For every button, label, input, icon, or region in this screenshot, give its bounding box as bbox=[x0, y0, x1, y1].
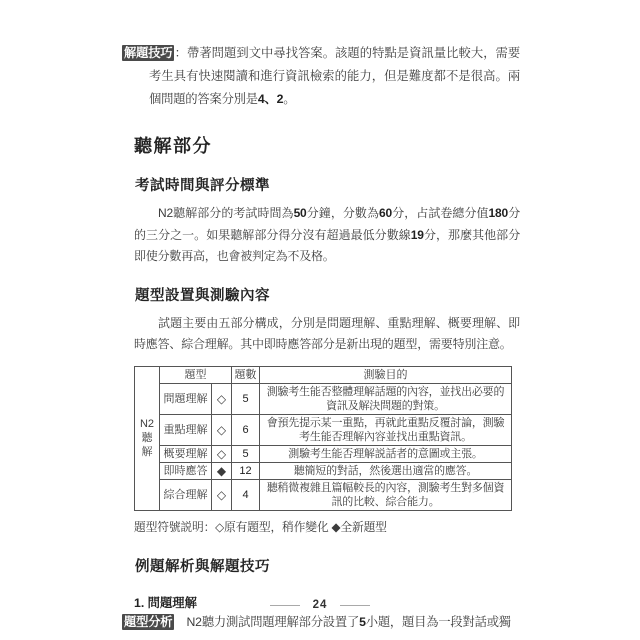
subsection-examples-heading: 例題解析與解題技巧 bbox=[135, 558, 270, 575]
type-analysis-gap bbox=[174, 615, 186, 629]
symbol-cell: ◇ bbox=[212, 414, 232, 445]
table-symbol-legend: 題型符號説明：◇原有題型，稍作變化 ◆全新題型 bbox=[134, 519, 387, 534]
table-row bbox=[135, 462, 512, 479]
purpose-cell: 聽簡短的對話，然後選出適當的應答。 bbox=[260, 462, 512, 479]
technique-tip-label: 解題技巧 bbox=[124, 46, 173, 60]
column-header-count: 題數 bbox=[232, 366, 260, 383]
count-cell: 6 bbox=[232, 414, 260, 445]
type-cell: 問題理解 bbox=[160, 383, 212, 414]
purpose-cell: 測驗考生能否整體理解話題的內容，並找出必要的資訊及解決問題的對策。 bbox=[260, 383, 512, 414]
count-cell: 5 bbox=[232, 383, 260, 414]
page-content bbox=[122, 42, 520, 634]
table-row bbox=[135, 414, 512, 445]
purpose-cell: 聽稍微複雜且篇幅較長的內容，測驗考生對多個資訊的比較、綜合能力。 bbox=[260, 479, 512, 510]
page-number bbox=[0, 599, 640, 611]
question-types-table bbox=[134, 366, 512, 511]
type-analysis-text: N2聽力測試問題理解部分設置了5小題，題目為一段對話或獨 bbox=[186, 614, 511, 629]
type-cell: 即時應答 bbox=[160, 462, 212, 479]
table-group-label: N2 聽 解 bbox=[135, 366, 160, 510]
page-number-right-dash bbox=[340, 605, 370, 606]
example-item-title: 1. 問題理解 bbox=[134, 595, 197, 610]
page-number-left-dash bbox=[270, 605, 300, 606]
section-title-listening: 聽解部分 bbox=[134, 136, 212, 156]
purpose-cell: 測驗考生能否理解説話者的意圖或主張。 bbox=[260, 445, 512, 462]
count-cell: 4 bbox=[232, 479, 260, 510]
subsection-exam-time-heading: 考試時間與評分標準 bbox=[135, 178, 270, 194]
table-row bbox=[135, 445, 512, 462]
type-cell: 綜合理解 bbox=[160, 479, 212, 510]
symbol-cell: ◇ bbox=[212, 445, 232, 462]
table-header-row bbox=[135, 366, 512, 383]
table-row bbox=[135, 479, 512, 510]
page-number-value: 24 bbox=[312, 599, 328, 611]
symbol-cell: ◇ bbox=[212, 479, 232, 510]
type-cell: 重點理解 bbox=[160, 414, 212, 445]
type-analysis-paragraph bbox=[122, 611, 520, 634]
symbol-cell: ◇ bbox=[212, 383, 232, 414]
question-types-paragraph: 試題主要由五部分構成，分別是問題理解、重點理解、概要理解、即時應答、綜合理解。其中即時應答部分是新出現的題型，需要特別注意。 bbox=[134, 315, 520, 351]
technique-tip-paragraph bbox=[122, 42, 520, 111]
count-cell: 5 bbox=[232, 445, 260, 462]
column-header-purpose: 測驗目的 bbox=[260, 366, 512, 383]
subsection-question-types-heading: 題型設置與測驗內容 bbox=[135, 287, 270, 304]
technique-tip-colon: ： bbox=[174, 46, 187, 60]
technique-tip-text: 帶著問題到文中尋找答案。該題的特點是資訊量比較大，需要考生具有快速閱讀和進行資訊檢索的能力，但是難度都不是很高。兩個問題的答案分別是4、2。 bbox=[149, 46, 520, 106]
column-header-type: 題型 bbox=[160, 366, 232, 383]
symbol-cell: ◆ bbox=[212, 462, 232, 479]
purpose-cell: 會預先提示某一重點，再就此重點反覆討論，測驗考生能否理解內容並找出重點資訊。 bbox=[260, 414, 512, 445]
exam-time-paragraph: N2聽解部分的考試時間為50分鐘，分數為60分，占試卷總分值180分的三分之一。如果聽解部分得分沒有超過最低分數線19分，那麼其他部分即使分數再高，也會被判定為不及格。 bbox=[134, 206, 521, 263]
count-cell: 12 bbox=[232, 462, 260, 479]
type-cell: 概要理解 bbox=[160, 445, 212, 462]
table-row bbox=[135, 383, 512, 414]
type-analysis-label: 題型分析 bbox=[124, 614, 173, 629]
